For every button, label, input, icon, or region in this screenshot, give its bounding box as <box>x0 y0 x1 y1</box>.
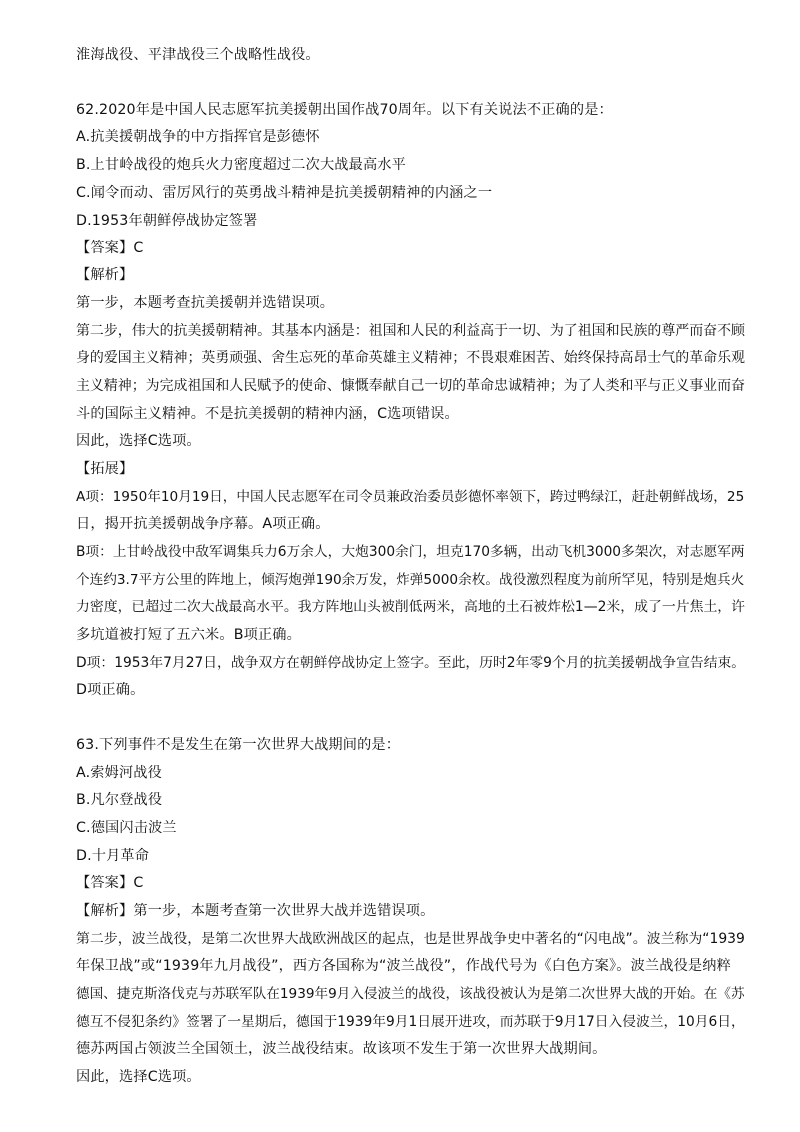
continuation-text: 淮海战役、平津战役三个战略性战役。 <box>76 47 320 63</box>
q62-option-c: C.闻令而动、雷厉风行的英勇战斗精神是抗美援朝精神的内涵之一 <box>76 185 493 201</box>
q62-extension-line: B项：上甘岭战役中敌军调集兵力6万余人，大炮300余门，坦克170多辆，出动飞机3000多架次，对志愿军两 <box>76 544 745 560</box>
q62-extension-line: A项：1950年10月19日，中国人民志愿军在司令员兼政治委员彭德怀率领下，跨过鸭绿江，赶赴朝鲜战场，25 <box>76 489 745 505</box>
q63-analysis-line: 【解析】第一步，本题考查第一次世界大战并选错误项。 <box>76 903 435 919</box>
q63-option-c: C.德国闪击波兰 <box>76 820 177 836</box>
q63-analysis-line: 第二步，波兰战役，是第二次世界大战欧洲战区的起点，也是世界战争史中著名的“闪电战”。波兰称为“1939 <box>76 931 745 947</box>
q63-analysis-line: 年保卫战”或“1939年九月战役”，西方各国称为“波兰战役”，作战代号为《白色方案》。波兰战役是纳粹 <box>76 958 731 974</box>
q62-analysis-line: 主义精神；为完成祖国和人民赋予的使命、慷慨奉献自己一切的革命忠诚精神；为了人类和平与正义事业而奋 <box>76 378 745 394</box>
q62-extension-line: 多坑道被打短了五六米。B项正确。 <box>76 627 301 643</box>
q62-option-a: A.抗美援朝战争的中方指挥官是彭德怀 <box>76 129 320 145</box>
q62-extension-line: 个连约3.7平方公里的阵地上，倾泻炮弹190余万发，炸弹5000余枚。战役激烈程度为前所罕见，特别是炮兵火 <box>76 572 745 588</box>
q62-analysis-line: 斗的国际主义精神。不是抗美援朝的精神内涵，C选项错误。 <box>76 406 459 422</box>
q62-extension-line: 日，揭开抗美援朝战争序幕。A项正确。 <box>76 516 330 532</box>
q63-option-b: B.凡尔登战役 <box>76 792 163 808</box>
q62-extension-label: 【拓展】 <box>76 461 134 477</box>
q62-analysis-line: 第二步，伟大的抗美援朝精神。其基本内涵是：祖国和人民的利益高于一切、为了祖国和民族的尊严而奋不顾 <box>76 323 745 339</box>
q62-analysis-label: 【解析】 <box>76 267 134 283</box>
q63-option-a: A.索姆河战役 <box>76 765 162 781</box>
q62-analysis-line: 因此，选择C选项。 <box>76 433 201 449</box>
q63-answer: 【答案】C <box>76 875 144 891</box>
q62-analysis-line: 第一步，本题考查抗美援朝并选错误项。 <box>76 295 335 311</box>
q63-stem: 63.下列事件不是发生在第一次世界大战期间的是： <box>76 737 401 753</box>
q63-analysis-line: 因此，选择C选项。 <box>76 1069 201 1085</box>
q62-extension-line: 力密度，已超过二次大战最高水平。我方阵地山头被削低两米，高地的土石被炸松1—2米，成了一片焦土，许 <box>76 599 746 615</box>
q63-analysis-line: 德苏两国占领波兰全国领土，波兰战役结束。故该项不发生于第一次世界大战期间。 <box>76 1041 607 1057</box>
q63-option-d: D.十月革命 <box>76 848 150 864</box>
q62-analysis-line: 身的爱国主义精神；英勇顽强、舍生忘死的革命英雄主义精神；不畏艰难困苦、始终保持高昂士气的革命乐观 <box>76 350 745 366</box>
q62-extension-line: D项正确。 <box>76 682 145 698</box>
q62-option-d: D.1953年朝鲜停战协定签署 <box>76 213 258 229</box>
q63-analysis-line: 德互不侵犯条约》签署了一星期后，德国于1939年9月1日展开进攻，而苏联于9月17日入侵波兰，10月6日， <box>76 1014 745 1030</box>
q63-analysis-line: 德国、捷克斯洛伐克与苏联军队在1939年9月入侵波兰的战役，该战役被认为是第二次世界大战的开始。在《苏 <box>76 986 745 1002</box>
q62-extension-line: D项：1953年7月27日，战争双方在朝鲜停战协定上签字。至此，历时2年零9个月的抗美援朝战争宣告结束。 <box>76 655 746 671</box>
q62-option-b: B.上甘岭战役的炮兵火力密度超过二次大战最高水平 <box>76 157 406 173</box>
q62-stem: 62.2020年是中国人民志愿军抗美援朝出国作战70周年。以下有关说法不正确的是： <box>76 102 613 118</box>
q62-answer: 【答案】C <box>76 240 144 256</box>
